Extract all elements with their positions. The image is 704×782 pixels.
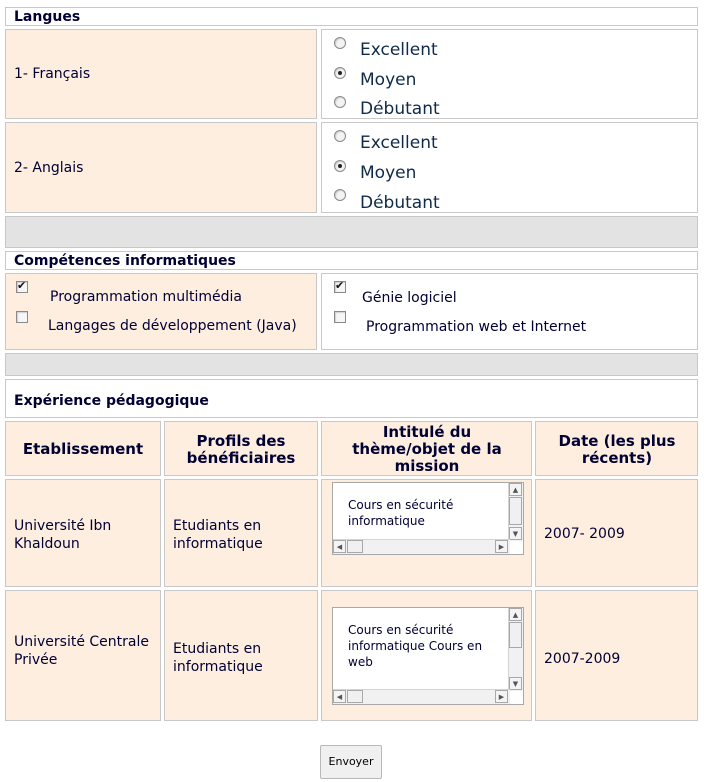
intitule-textarea-2[interactable]: [332, 607, 524, 705]
row-1-profils-text: Etudiants en informatique: [173, 518, 263, 552]
row-2-profils-text: Etudiants en informatique: [173, 641, 263, 675]
table-row-2-date: [535, 590, 698, 721]
experience-title: Expérience pédagogique: [14, 393, 209, 409]
scroll-down-icon[interactable]: ▼: [509, 527, 522, 540]
table-row-2-etablissement: [5, 590, 161, 721]
langues-header: [5, 7, 698, 26]
francais-label-cell: [5, 29, 317, 119]
francais-options: [321, 29, 698, 119]
header-profils-label: Profils des bénéficiaires: [186, 432, 296, 467]
row-2-date-text: 2007-2009: [544, 651, 621, 667]
anglais-radio-debutant[interactable]: [334, 189, 346, 201]
table-row-1-profils: [164, 479, 318, 587]
anglais-label-cell: [5, 122, 317, 213]
label-programmation-web: Programmation web et Internet: [366, 319, 587, 335]
anglais-option-moyen: Moyen: [360, 163, 417, 183]
checkbox-programmation-multimedia[interactable]: [16, 281, 28, 293]
scroll-thumb[interactable]: [509, 497, 522, 525]
francais-label: 1- Français: [14, 66, 91, 82]
competences-title: Compétences informatiques: [14, 253, 236, 269]
table-row-2-profils: [164, 590, 318, 721]
checkbox-genie-logiciel[interactable]: [334, 281, 346, 293]
header-intitule: [321, 421, 532, 476]
intitule-textarea-2-text: Cours en sécurité informatique Cours en web: [348, 623, 483, 669]
row-1-etablissement-text: Université Ibn Khaldoun: [14, 518, 112, 552]
vertical-scrollbar[interactable]: [508, 608, 523, 691]
label-langages-developpement: Langages de développement (Java): [48, 318, 297, 334]
header-date: [535, 421, 698, 476]
horizontal-scrollbar[interactable]: [333, 539, 510, 554]
vertical-scrollbar[interactable]: [508, 483, 523, 541]
francais-radio-moyen[interactable]: [334, 67, 346, 79]
francais-option-moyen: Moyen: [360, 70, 417, 90]
checkbox-programmation-web[interactable]: [334, 311, 346, 323]
anglais-option-excellent: Excellent: [360, 133, 438, 153]
scroll-thumb[interactable]: [347, 690, 363, 703]
horizontal-scrollbar[interactable]: [333, 689, 510, 704]
competences-right-cell: [321, 273, 698, 350]
anglais-options: [321, 122, 698, 213]
scroll-right-icon[interactable]: ▶: [495, 540, 508, 553]
header-profils: [164, 421, 318, 476]
header-intitule-label: Intitulé du thème/objet de la mission: [352, 423, 502, 475]
scroll-up-icon[interactable]: ▲: [509, 608, 522, 621]
row-2-etablissement-text: Université Centrale Privée: [14, 634, 149, 668]
separator-bar: [5, 216, 698, 248]
intitule-textarea-1-text: Cours en sécurité informatique: [348, 498, 454, 528]
anglais-option-debutant: Débutant: [360, 193, 440, 213]
header-etablissement: [5, 421, 161, 476]
scroll-up-icon[interactable]: ▲: [509, 483, 522, 496]
langues-title: Langues: [14, 9, 81, 25]
francais-radio-debutant[interactable]: [334, 96, 346, 108]
francais-option-debutant: Débutant: [360, 99, 440, 119]
row-1-date-text: 2007- 2009: [544, 526, 625, 542]
table-row-1-etablissement: [5, 479, 161, 587]
competences-left-cell: [5, 273, 317, 350]
anglais-label: 2- Anglais: [14, 160, 84, 176]
francais-radio-excellent[interactable]: [334, 37, 346, 49]
scroll-down-icon[interactable]: ▼: [509, 677, 522, 690]
label-genie-logiciel: Génie logiciel: [362, 290, 457, 306]
experience-header: [5, 379, 698, 418]
intitule-textarea-1[interactable]: [332, 482, 524, 555]
scroll-thumb[interactable]: [347, 540, 363, 553]
scroll-thumb[interactable]: [509, 622, 522, 648]
anglais-radio-excellent[interactable]: [334, 130, 346, 142]
table-row-1-intitule: [321, 479, 532, 587]
anglais-radio-moyen[interactable]: [334, 160, 346, 172]
scroll-right-icon[interactable]: ▶: [495, 690, 508, 703]
header-date-label: Date (les plus récents): [558, 432, 676, 467]
francais-option-excellent: Excellent: [360, 40, 438, 60]
checkbox-langages-developpement[interactable]: [16, 311, 28, 323]
table-row-1-date: [535, 479, 698, 587]
scroll-left-icon[interactable]: ◀: [333, 540, 346, 553]
table-row-2-intitule: [321, 590, 532, 721]
label-programmation-multimedia: Programmation multimédia: [50, 289, 242, 305]
header-etablissement-label: Etablissement: [22, 440, 144, 458]
scroll-left-icon[interactable]: ◀: [333, 690, 346, 703]
competences-header: [5, 251, 698, 270]
envoyer-button[interactable]: Envoyer: [320, 745, 382, 779]
separator-bar-2: [5, 353, 698, 376]
